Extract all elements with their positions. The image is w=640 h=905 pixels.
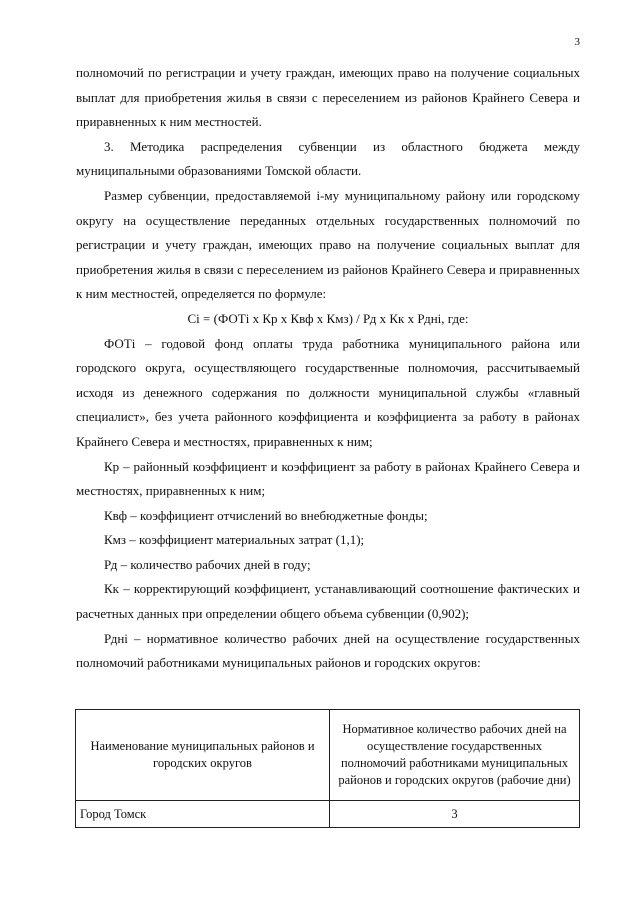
table-row [76,801,580,828]
table-cell-municipality: Город Томск [76,801,330,828]
page-number: 3 [574,36,580,48]
definition-rdni: Рдні – нормативное количество рабочих дней на осуществление государственных полномочий работниками муниципальных районов и городских округов: [76,630,580,671]
definition-kmz: Кмз – коэффициент материальных затрат (1,1); [104,532,365,548]
table-header-municipality: Наименование муниципальных районов и городских округов [76,710,330,801]
table-cell-days: 3 [330,801,580,828]
paragraph-continuation: полномочий по регистрации и учету граждан, имеющих право на получение социальных выплат для приобретения жилья в связи с переселением из районов Крайнего Севера и приравненных к ним местностей. [76,65,580,130]
table-header-norm-days: Нормативное количество рабочих дней на осуществление государственных полномочий работниками муниципальных районов и городских округов (рабочие дни) [330,710,580,801]
norm-days-table [75,709,580,828]
section-heading: 3. Методика распределения субвенции из областного бюджета между муниципальными образованиями Томской области. [76,138,580,179]
definition-kvf: Квф – коэффициент отчислений во внебюджетные фонды; [104,507,428,523]
definition-kk: Кк – корректирующий коэффициент, устанавливающий соотношение фактических и расчетных данных при определении общего объема субвенции (0,902); [76,581,580,622]
definition-kr: Кр – районный коэффициент и коэффициент за работу в районах Крайнего Севера и местностях, приравненных к ним; [76,458,580,499]
definition-fot: ФОТi – годовой фонд оплаты труда работника муниципального района или городского округа, осуществляющего государственные полномочия, рассчитываемый исходя из денежного содержания по должности муниципальной службы «главный специалист», без учета районного коэффициента и коэффициента за работу в районах Крайнего Севера и местностях, приравненных к ним; [76,335,580,449]
table-header-row [76,710,580,801]
definition-rd: Рд – количество рабочих дней в году; [104,556,311,572]
paragraph-subvention-size: Размер субвенции, предоставляемой i-му муниципальному району или городскому округу на осуществление переданных отдельных государственных полномочий по регистрации и учету граждан, имеющих право на получение социальных выплат для приобретения жилья в связи с переселением из районов Крайнего Севера и приравненных к ним местностей, определяется по формуле: [76,187,580,302]
formula: Сi = (ФОТi х Кр х Квф х Кмз) / Рд х Кк х Рдні, где: [187,310,469,326]
document-body [76,61,580,676]
